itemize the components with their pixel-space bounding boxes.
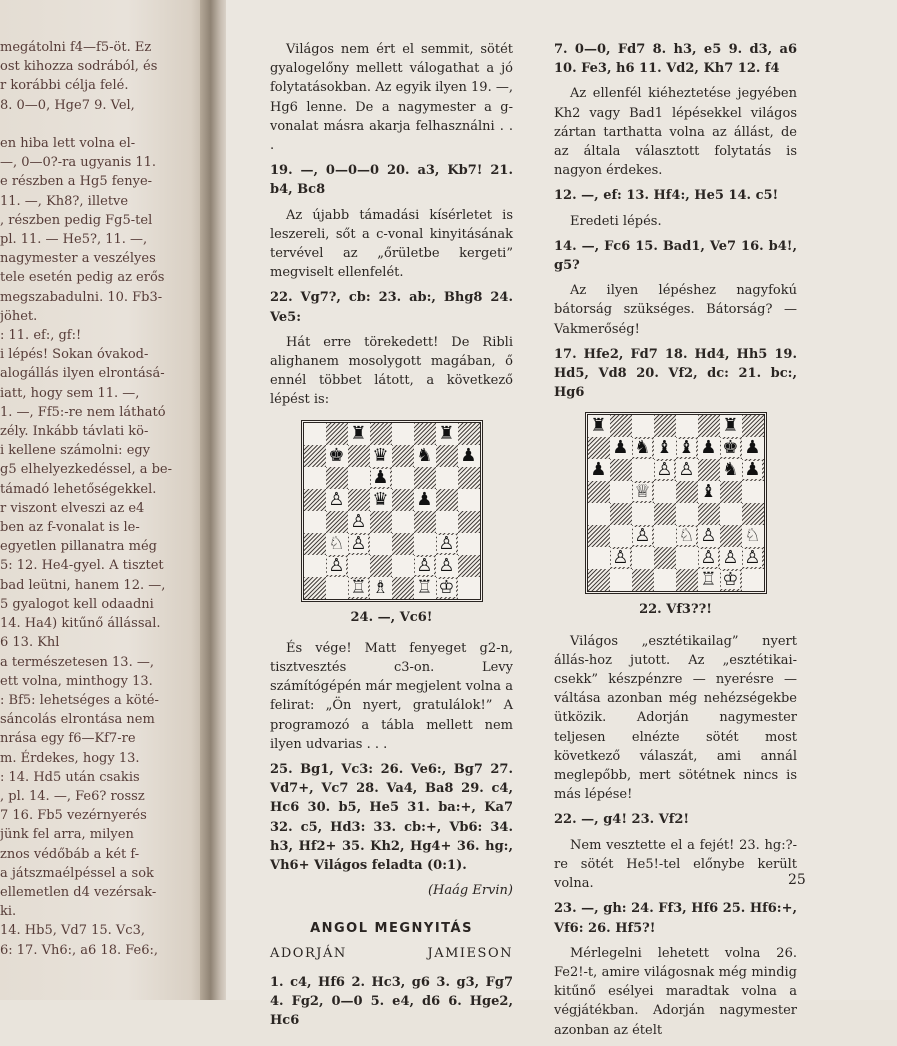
left-page-line: 5 gyalogot kell odaadni — [0, 596, 154, 612]
board-square — [370, 445, 392, 467]
left-page-line — [0, 115, 200, 134]
move-line: 1. c4, Hf6 2. Hc3, g6 3. g3, Fg7 4. Fg2, 0—0 5. e4, d6 6. Hge2, Hc6 — [270, 974, 513, 1029]
white-bishop-icon: ♗ — [372, 576, 389, 598]
white-pawn-icon: ♙ — [700, 547, 717, 569]
board-square — [436, 423, 458, 445]
left-page-line: 6: 17. Vh6:, a6 18. Fe6:, — [0, 942, 159, 958]
white-king-icon: ♔ — [438, 576, 455, 598]
white-pawn-icon: ♙ — [350, 510, 367, 532]
board-square — [458, 577, 480, 599]
white-pawn-icon: ♙ — [438, 532, 455, 554]
white-pawn-icon: ♙ — [350, 532, 367, 554]
black-bishop-icon: ♝ — [678, 437, 695, 459]
black-pawn-icon: ♟ — [700, 437, 717, 459]
board-square — [392, 467, 414, 489]
board-square — [436, 489, 458, 511]
left-page-line: zély. Inkább távlati kö- — [0, 424, 149, 440]
board-square — [436, 467, 458, 489]
left-page-line: ett volna, minthogy 13. — [0, 673, 153, 689]
left-page-line: ost kihozza sodrából, és — [0, 59, 158, 75]
board-square — [392, 533, 414, 555]
left-page-line: nrása egy f6—Kf7-re — [0, 731, 136, 747]
board-square — [720, 481, 742, 503]
board-square — [742, 503, 764, 525]
left-page-line: ellemetlen d4 vezérsak- — [0, 884, 157, 900]
board-square — [698, 481, 720, 503]
left-page-line: nagymester a veszélyes — [0, 251, 156, 267]
white-knight-icon: ♘ — [744, 525, 761, 547]
board-square — [326, 423, 348, 445]
board-square — [588, 547, 610, 569]
paragraph: Az újabb támadási kísérletet is leszereli, sőt a c-vonal kinyitásának tervével az „őrületbe kergeti” megviselt ellenfelét. — [270, 207, 513, 281]
board-square — [370, 467, 392, 489]
left-page-line: pl. 11. — Hе5?, 11. —, — [0, 232, 148, 248]
chess-diagram-2 — [585, 412, 767, 594]
paragraph: Az ilyen lépéshez nagyfokú bátorság szükséges. Bátorság? — Vakmerőség! — [554, 283, 797, 337]
left-page-line: tele esetén pedig az erős — [0, 270, 165, 286]
board-square — [610, 459, 632, 481]
left-page-line: bad leütni, hanem 12. —, — [0, 577, 166, 593]
board-square — [654, 415, 676, 437]
board-square — [742, 481, 764, 503]
board-square — [458, 511, 480, 533]
board-square — [326, 445, 348, 467]
board-square — [304, 423, 326, 445]
move-line: 19. —, 0—0—0 20. a3, Kb7! 21. b4, Bc8 — [270, 163, 513, 198]
left-page-line: 6 13. Khl — [0, 635, 60, 651]
board-square — [698, 525, 720, 547]
column-2 — [554, 40, 797, 1046]
white-pawn-icon: ♙ — [438, 554, 455, 576]
board-square — [676, 437, 698, 459]
board-square — [632, 503, 654, 525]
board-square — [436, 511, 458, 533]
black-rook-icon: ♜ — [350, 422, 367, 444]
board-square — [304, 489, 326, 511]
board-square — [436, 555, 458, 577]
board-square — [742, 437, 764, 459]
board-square — [654, 525, 676, 547]
chess-diagram-1 — [301, 420, 483, 602]
diagram-1-wrap — [270, 420, 513, 602]
left-page-line: , részben pedig Fg5-tel — [0, 212, 153, 228]
left-page-line: egyetlen pillanatra még — [0, 539, 157, 555]
white-rook-icon: ♖ — [350, 576, 367, 598]
white-knight-icon: ♘ — [328, 532, 345, 554]
white-queen-icon: ♕ — [634, 481, 651, 503]
left-page-line: ben az f-vonalat is le- — [0, 520, 140, 536]
board-square — [632, 459, 654, 481]
board-square — [304, 445, 326, 467]
board-square — [392, 423, 414, 445]
black-knight-icon: ♞ — [634, 437, 651, 459]
board-square — [392, 577, 414, 599]
board-square — [654, 459, 676, 481]
black-rook-icon: ♜ — [722, 415, 739, 437]
white-pawn-icon: ♙ — [700, 525, 717, 547]
board-square — [326, 511, 348, 533]
column-1 — [270, 40, 513, 1037]
board-square — [326, 577, 348, 599]
board-square — [436, 445, 458, 467]
left-page-line: 14. Ha4) kitűnő állással. — [0, 616, 161, 632]
board-square — [610, 547, 632, 569]
left-page-line: megszabadulni. 10. Fb3- — [0, 289, 163, 305]
move-line: 12. —, ef: 13. Hf4:, He5 14. c5! — [554, 188, 779, 204]
white-pawn-icon: ♙ — [328, 554, 345, 576]
diagram-caption: 22. Vf3??! — [639, 602, 712, 618]
board-square — [326, 467, 348, 489]
board-square — [348, 555, 370, 577]
board-square — [742, 525, 764, 547]
paragraph: Hát erre törekedett! De Ribli alighanem mosolygott magában, ő ennél többet látott, a következő lépést is: — [270, 334, 513, 408]
board-square — [348, 467, 370, 489]
board-square — [610, 437, 632, 459]
board-square — [304, 577, 326, 599]
white-rook-icon: ♖ — [416, 576, 433, 598]
black-pawn-icon: ♟ — [612, 437, 629, 459]
board-square — [632, 437, 654, 459]
left-page-line: 7 16. Fb5 vezérnyerés — [0, 808, 147, 824]
black-king-icon: ♚ — [328, 444, 345, 466]
board-square — [458, 555, 480, 577]
board-square — [458, 467, 480, 489]
white-pawn-icon: ♙ — [722, 547, 739, 569]
left-page-line: —, 0—0?-ra ugyanis 11. — [0, 155, 157, 171]
board-square — [414, 577, 436, 599]
board-square — [698, 415, 720, 437]
move-line: 22. Vg7?, cb: 23. ab:, Bhg8 24. Ve5: — [270, 290, 513, 325]
board-square — [392, 555, 414, 577]
player-black: JAMIESON — [427, 945, 513, 961]
board-square — [348, 489, 370, 511]
board-square — [370, 533, 392, 555]
left-page-line: 8. 0—0, Hge7 9. Vel, — [0, 97, 135, 113]
left-page-line: a természetesen 13. —, — [0, 654, 154, 670]
board-square — [676, 415, 698, 437]
board-square — [698, 459, 720, 481]
paragraph: Világos nem ért el semmit, sötét gyalogelőny mellett válogathat a jó folytatásokban. Az egyik ilyen 19. —, Hg6 lenne. De a nagymester a g-vonalat másra akarja felhasználni . . . — [270, 42, 513, 154]
white-king-icon: ♔ — [722, 569, 739, 591]
paragraph: Nem vesztette el a fejét! 23. hg:?-re sötét He5!-tel előnybe került volna. — [554, 837, 797, 892]
board-square — [326, 533, 348, 555]
left-page-line: 11. —, Kh8?, illetve — [0, 193, 129, 209]
left-page-line: iatt, hogy sem 11. —, — [0, 385, 140, 401]
board-square — [676, 503, 698, 525]
diagram-caption: 24. —, Vc6! — [350, 609, 433, 625]
board-square — [348, 511, 370, 533]
player-white: ADORJÁN — [270, 945, 347, 961]
board-square — [698, 437, 720, 459]
board-square — [720, 415, 742, 437]
board-square — [304, 555, 326, 577]
board-square — [414, 555, 436, 577]
board-square — [414, 467, 436, 489]
board-square — [610, 415, 632, 437]
left-page-line: m. Érdekes, hogy 13. — [0, 750, 140, 766]
move-line: 23. —, gh: 24. Ff3, Hf6 25. Hf6:+, Vf6: 26. Hf5?! — [554, 901, 797, 936]
board-square — [458, 533, 480, 555]
black-queen-icon: ♛ — [372, 444, 389, 466]
left-page-line: znos védőbáb a két f- — [0, 846, 140, 862]
board-square — [588, 415, 610, 437]
move-line: 17. Hfe2, Fd7 18. Hd4, Hh5 19. Hd5, Vd8 20. Vf2, dc: 21. bc:, Hg6 — [554, 346, 797, 401]
board-square — [654, 547, 676, 569]
left-page-line: jöhet. — [0, 308, 38, 324]
black-pawn-icon: ♟ — [744, 459, 761, 481]
white-pawn-icon: ♙ — [744, 547, 761, 569]
left-page-line: : 14. Hd5 után csakis — [0, 769, 140, 785]
left-page-text — [0, 38, 200, 960]
white-rook-icon: ♖ — [700, 569, 717, 591]
board-square — [392, 445, 414, 467]
diagram-2-wrap — [554, 412, 797, 594]
left-page-line: ki. — [0, 904, 17, 920]
board-square — [348, 577, 370, 599]
left-page-line: támadó lehetőségekkel. — [0, 481, 157, 497]
left-page-line: g5 elhelyezkedéssel, a be- — [0, 462, 173, 478]
left-page-line: sáncolás elrontása nem — [0, 712, 155, 728]
board-square — [436, 577, 458, 599]
board-square — [588, 459, 610, 481]
black-knight-icon: ♞ — [416, 444, 433, 466]
left-page-line: i lépés! Sokan óvakod- — [0, 347, 149, 363]
board-square — [720, 569, 742, 591]
board-square — [698, 503, 720, 525]
board-square — [610, 503, 632, 525]
board-square — [370, 423, 392, 445]
black-pawn-icon: ♟ — [590, 459, 607, 481]
board-square — [414, 423, 436, 445]
left-page-line: r viszont elveszi az e4 — [0, 500, 145, 516]
white-knight-icon: ♘ — [678, 525, 695, 547]
board-square — [742, 459, 764, 481]
left-page-line: 1. —, Ff5:-re nem látható — [0, 404, 166, 420]
black-king-icon: ♚ — [722, 437, 739, 459]
board-square — [676, 525, 698, 547]
left-page-line: r korábbi célja felé. — [0, 78, 129, 94]
board-square — [610, 481, 632, 503]
board-square — [654, 569, 676, 591]
board-square — [326, 555, 348, 577]
white-pawn-icon: ♙ — [678, 459, 695, 481]
board-square — [436, 533, 458, 555]
board-square — [676, 569, 698, 591]
board-square — [742, 547, 764, 569]
board-square — [720, 437, 742, 459]
black-bishop-icon: ♝ — [700, 481, 717, 503]
left-page-line: 5: 12. He4-gyel. A tisztet — [0, 558, 164, 574]
black-pawn-icon: ♟ — [744, 437, 761, 459]
author-signature: (Haág Ervin) — [427, 883, 513, 899]
paragraph: Eredeti lépés. — [570, 213, 662, 229]
board-square — [370, 577, 392, 599]
left-page-line: megátolni f4—f5-öt. Ez — [0, 40, 152, 55]
board-square — [742, 569, 764, 591]
black-bishop-icon: ♝ — [656, 437, 673, 459]
players-line — [270, 944, 513, 963]
left-page-line: , pl. 14. —, Fe6? rossz — [0, 788, 145, 804]
board-square — [304, 533, 326, 555]
left-page-line: a játszmaélpéssel a sok — [0, 865, 154, 881]
board-square — [588, 525, 610, 547]
board-square — [720, 547, 742, 569]
board-square — [458, 445, 480, 467]
white-pawn-icon: ♙ — [612, 547, 629, 569]
board-square — [370, 555, 392, 577]
white-pawn-icon: ♙ — [328, 488, 345, 510]
board-square — [414, 511, 436, 533]
left-page — [0, 0, 212, 1000]
board-square — [588, 481, 610, 503]
board-square — [458, 489, 480, 511]
board-square — [414, 445, 436, 467]
board-square — [326, 489, 348, 511]
black-pawn-icon: ♟ — [460, 444, 477, 466]
board-square — [698, 547, 720, 569]
board-square — [632, 415, 654, 437]
paragraph: Az ellenfél kiéheztetése jegyében Kh2 vagy Bad1 lépésekkel világos zártan tarthatta volna az állást, de az általa választott folytatás is nagyon érdekes. — [554, 86, 797, 179]
left-page-line: i kellene számolni: egy — [0, 443, 151, 459]
black-knight-icon: ♞ — [722, 459, 739, 481]
section-heading: ANGOL MEGNYITÁS — [310, 920, 473, 936]
board-square — [304, 511, 326, 533]
left-page-line: jünk fel arra, milyen — [0, 827, 134, 843]
board-square — [632, 481, 654, 503]
white-pawn-icon: ♙ — [656, 459, 673, 481]
move-line: 7. 0—0, Fd7 8. h3, e5 9. d3, a6 10. Fe3, h6 11. Vd2, Kh7 12. f4 — [554, 42, 797, 77]
move-line: 25. Bg1, Vc3: 26. Ve6:, Bg7 27. Vd7+, Vc7 28. Va4, Ba8 29. c4, Hc6 30. b5, He5 31. ba:+, Ka7 32. c5, Hd3: 33. cb:+, Vb6: 34. h3, Hf2+ 35. Kh2, Hg4+ 36. hg:, Vh6+ Világos feladta (0:1). — [270, 762, 513, 874]
board-square — [414, 533, 436, 555]
board-square — [698, 569, 720, 591]
left-page-line: : 11. ef:, gf:! — [0, 328, 82, 344]
board-square — [720, 459, 742, 481]
board-square — [676, 459, 698, 481]
black-rook-icon: ♜ — [590, 415, 607, 437]
board-square — [676, 547, 698, 569]
board-square — [588, 503, 610, 525]
board-square — [588, 569, 610, 591]
board-square — [632, 547, 654, 569]
board-square — [720, 503, 742, 525]
black-pawn-icon: ♟ — [416, 488, 433, 510]
board-square — [458, 423, 480, 445]
paragraph: Mérlegelni lehetett volna 26. Fe2!-t, amire világosnak még mindig kitűnő esélyei maradtak volna a végjátékban. Adorján nagymester azonban az ételt — [554, 945, 797, 1038]
left-page-line: 14. Hb5, Vd7 15. Vc3, — [0, 923, 145, 939]
board-square — [720, 525, 742, 547]
white-pawn-icon: ♙ — [416, 554, 433, 576]
left-page-line: e részben a Hg5 fenye- — [0, 174, 153, 190]
board-square — [348, 423, 370, 445]
board-square — [304, 467, 326, 489]
board-square — [654, 503, 676, 525]
board-square — [392, 489, 414, 511]
board-square — [610, 525, 632, 547]
white-pawn-icon: ♙ — [634, 525, 651, 547]
board-square — [370, 511, 392, 533]
board-square — [414, 489, 436, 511]
board-square — [632, 569, 654, 591]
move-line: 22. —, g4! 23. Vf2! — [554, 812, 690, 828]
left-page-line: en hiba lett volna el- — [0, 136, 136, 152]
black-rook-icon: ♜ — [438, 422, 455, 444]
black-queen-icon: ♛ — [372, 488, 389, 510]
left-page-line: : Bf5: lehetséges a köté- — [0, 692, 159, 708]
board-square — [654, 481, 676, 503]
board-square — [348, 533, 370, 555]
paragraph: És vége! Matt fenyeget g2-n, tisztvesztés c3-on. Levy számítógépén már megjelent volna a felirat: „Ön nyert, gratulálok!” A programozó a tábla mellett nem ilyen udvarias . . . — [270, 640, 513, 752]
board-square — [392, 511, 414, 533]
left-page-line: alogállás ilyen elrontásá- — [0, 366, 165, 382]
board-square — [676, 481, 698, 503]
paragraph: Világos „esztétikailag” nyert állás-hoz jutott. Az „esztétikai-csekk” készpénzre — nyerésre — váltása azonban még nehézségekbe ütközik. Adorján nagymester teljesen elnézte sötét most következő válaszát, ami annál meglepőbb, mert sötétnek nincs is más lépése! — [554, 633, 797, 803]
board-square — [370, 489, 392, 511]
move-line: 14. —, Fc6 15. Bad1, Ve7 16. b4!, g5? — [554, 238, 797, 274]
page-number: 25 — [788, 872, 806, 888]
board-square — [348, 445, 370, 467]
black-pawn-icon: ♟ — [372, 466, 389, 488]
board-square — [742, 415, 764, 437]
board-square — [632, 525, 654, 547]
board-square — [654, 437, 676, 459]
board-square — [588, 437, 610, 459]
board-square — [610, 569, 632, 591]
